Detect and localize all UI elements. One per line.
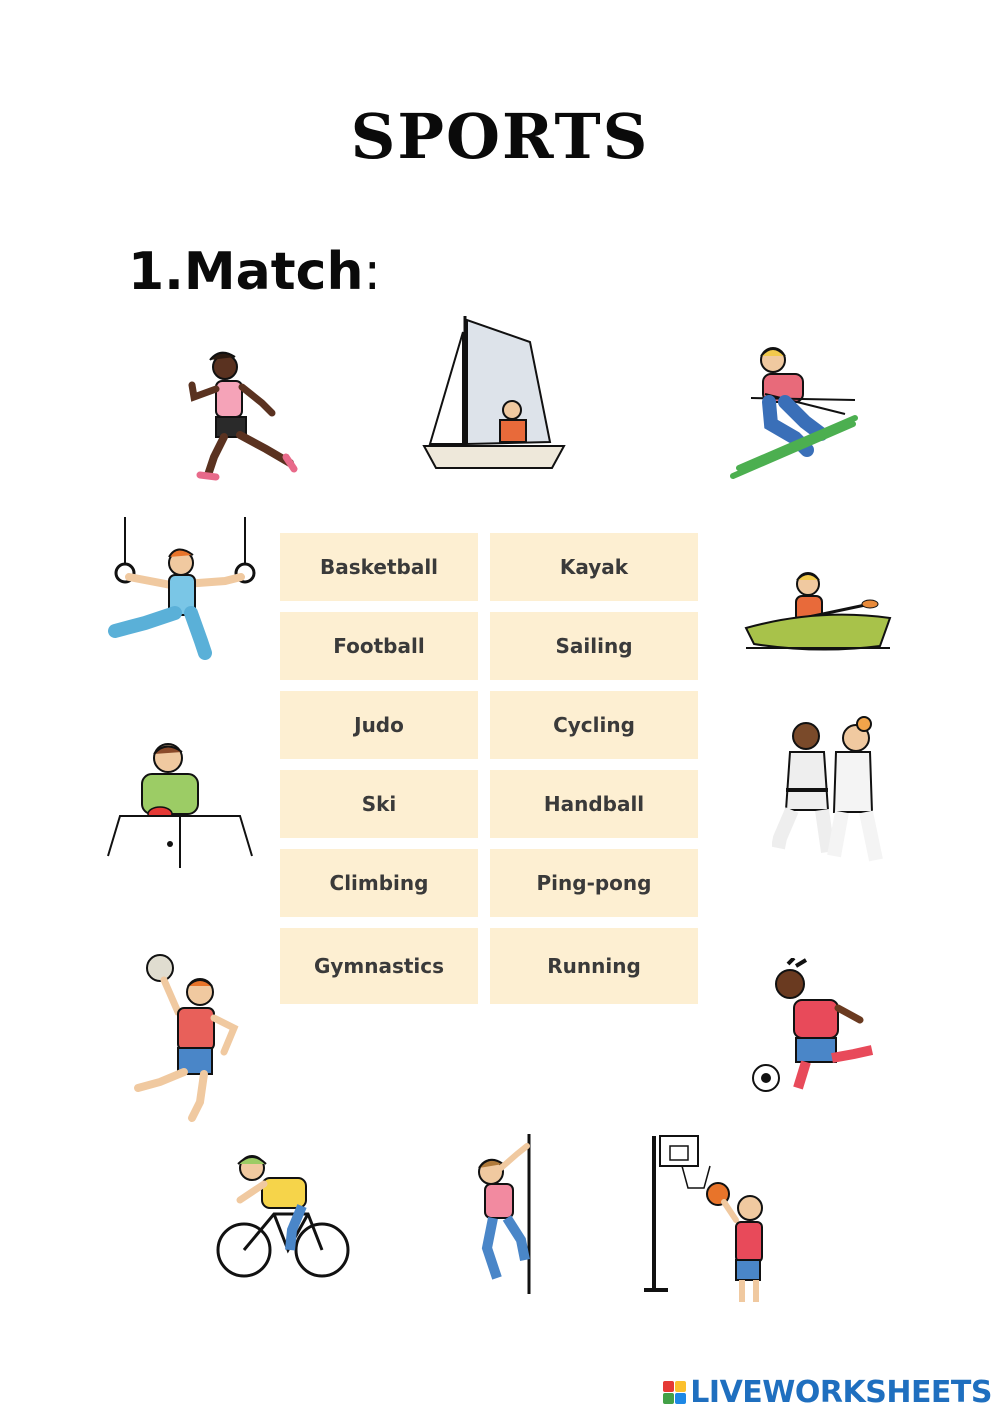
footer-brand <box>663 1375 992 1410</box>
word-card-running[interactable]: Running <box>490 928 698 1004</box>
sailboat-icon <box>420 312 570 472</box>
word-card-climbing[interactable]: Climbing <box>280 849 478 917</box>
word-grid <box>280 533 698 1015</box>
section-number-label: 1.Match <box>128 242 364 302</box>
judo-fighters-icon <box>772 716 892 866</box>
liveworksheets-logo-icon <box>663 1381 686 1404</box>
word-card-sailing[interactable]: Sailing <box>490 612 698 680</box>
footer-brand-text: LIVEWORKSHEETS <box>690 1375 992 1410</box>
section-heading <box>128 242 381 302</box>
ping-pong-player-icon <box>102 740 257 870</box>
basketball-player-icon <box>640 1132 770 1307</box>
word-card-football[interactable]: Football <box>280 612 478 680</box>
kayaker-icon <box>742 568 894 656</box>
climber-icon <box>465 1132 540 1297</box>
word-card-handball[interactable]: Handball <box>490 770 698 838</box>
word-card-judo[interactable]: Judo <box>280 691 478 759</box>
gymnast-rings-icon <box>105 515 260 660</box>
runner-icon <box>180 345 305 485</box>
word-card-basketball[interactable]: Basketball <box>280 533 478 601</box>
word-card-ping-pong[interactable]: Ping-pong <box>490 849 698 917</box>
word-card-ski[interactable]: Ski <box>280 770 478 838</box>
handball-player-icon <box>130 952 245 1124</box>
word-card-cycling[interactable]: Cycling <box>490 691 698 759</box>
word-card-gymnastics[interactable]: Gymnastics <box>280 928 478 1004</box>
cyclist-icon <box>212 1150 352 1280</box>
skier-icon <box>725 342 865 482</box>
football-player-icon <box>748 958 880 1098</box>
worksheet-title: SPORTS <box>350 100 650 173</box>
section-colon: : <box>363 242 382 302</box>
word-card-kayak[interactable]: Kayak <box>490 533 698 601</box>
